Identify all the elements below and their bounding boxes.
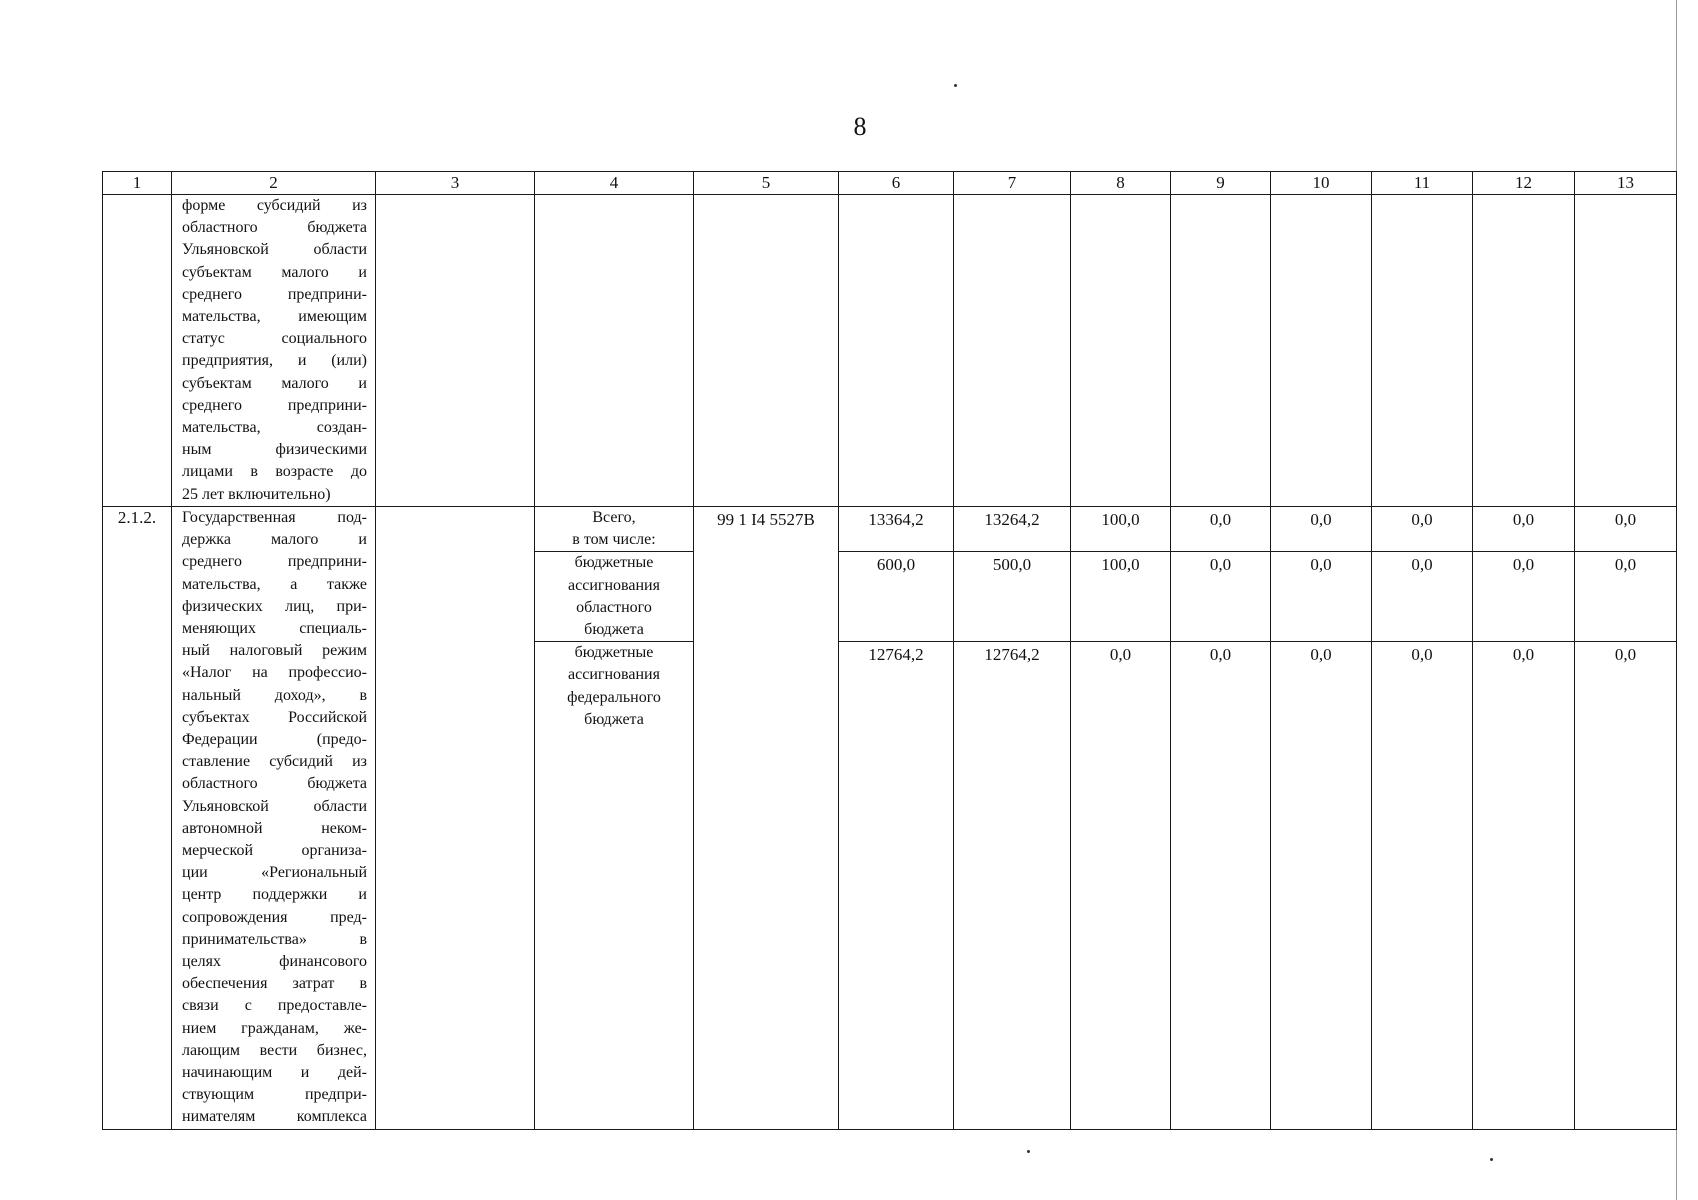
column-header: 9 bbox=[1171, 172, 1271, 195]
table-row bbox=[103, 507, 1677, 552]
value-cell: 0,0 bbox=[1071, 642, 1171, 1129]
value-cell: 0,0 bbox=[1372, 552, 1473, 642]
value-cell: 100,0 bbox=[1071, 552, 1171, 642]
empty-cell bbox=[694, 195, 839, 507]
index-cell bbox=[103, 195, 172, 507]
value-cell: 500,0 bbox=[954, 552, 1071, 642]
value-cell: 0,0 bbox=[1271, 552, 1372, 642]
value-cell: 0,0 bbox=[1473, 507, 1575, 552]
value-cell: 0,0 bbox=[1171, 642, 1271, 1129]
page-number: 8 bbox=[853, 112, 867, 141]
column-header: 8 bbox=[1071, 172, 1171, 195]
budget-table bbox=[102, 171, 1677, 1130]
column-number-row bbox=[103, 172, 1677, 195]
value-cell: 0,0 bbox=[1575, 642, 1677, 1129]
value-cell: 0,0 bbox=[1473, 642, 1575, 1129]
value-cell: 0,0 bbox=[1372, 642, 1473, 1129]
column-header: 2 bbox=[172, 172, 376, 195]
column-header: 13 bbox=[1575, 172, 1677, 195]
value-cell: 0,0 bbox=[1171, 507, 1271, 552]
budget-code-cell: 99 1 I4 5527B bbox=[694, 507, 839, 1130]
responsible-cell bbox=[376, 507, 535, 1130]
value-cell: 12764,2 bbox=[954, 642, 1071, 1129]
column-header: 11 bbox=[1372, 172, 1473, 195]
empty-cell bbox=[1171, 195, 1271, 507]
value-cell: 0,0 bbox=[1271, 642, 1372, 1129]
scan-speck bbox=[1490, 1158, 1493, 1161]
funding-source-cell: бюджетные ассигнования федерального бюджета bbox=[535, 642, 694, 1129]
empty-cell bbox=[1271, 195, 1372, 507]
column-header: 4 bbox=[535, 172, 694, 195]
value-cell: 0,0 bbox=[1171, 552, 1271, 642]
column-header: 12 bbox=[1473, 172, 1575, 195]
empty-cell bbox=[535, 195, 694, 507]
funding-source-cell: Всего, в том числе: bbox=[535, 507, 694, 552]
column-header: 7 bbox=[954, 172, 1071, 195]
value-cell: 12764,2 bbox=[839, 642, 954, 1129]
value-cell: 0,0 bbox=[1271, 507, 1372, 552]
row-index: 2.1.2. bbox=[103, 507, 172, 1130]
empty-cell bbox=[1071, 195, 1171, 507]
scan-speck bbox=[954, 84, 957, 87]
value-cell: 600,0 bbox=[839, 552, 954, 642]
value-cell: 0,0 bbox=[1575, 552, 1677, 642]
empty-cell bbox=[954, 195, 1071, 507]
value-cell: 0,0 bbox=[1473, 552, 1575, 642]
value-cell: 100,0 bbox=[1071, 507, 1171, 552]
column-header: 6 bbox=[839, 172, 954, 195]
empty-cell bbox=[839, 195, 954, 507]
column-header: 1 bbox=[103, 172, 172, 195]
table-row-continued bbox=[103, 195, 1677, 507]
empty-cell bbox=[1473, 195, 1575, 507]
column-header: 10 bbox=[1271, 172, 1372, 195]
value-cell: 0,0 bbox=[1372, 507, 1473, 552]
column-header: 3 bbox=[376, 172, 535, 195]
description-cell: Государственная под- держка малого и среднего предприни- мательства, а также физических лиц, при- меняющих специаль- ный налоговый режим «Налог на профессио- нальный доход», в субъектах Российской Федерации (предо- ставление субсидий из областного бюджета Ульяновской области автономной неком- мерческой организа- ции «Региональный центр поддержки и сопровождения пред- принимательства» в целях финансового обеспечения затрат в связи с предоставле- нием гражданам, же- лающим вести бизнес, начинающим и дей- ствующим предпри- нимателям комплекса bbox=[172, 507, 376, 1130]
empty-cell bbox=[376, 195, 535, 507]
value-cell: 13364,2 bbox=[839, 507, 954, 552]
funding-source-cell: бюджетные ассигнования областного бюджета bbox=[535, 552, 694, 642]
description-cell: форме субсидий из областного бюджета Ульяновской области субъектам малого и среднего предприни- мательства, имеющим статус социального предприятия, и (или) субъектам малого и среднего предприни- мательства, создан- ным физическими лицами в возрасте до 25 лет включительно) bbox=[172, 195, 376, 507]
value-cell: 13264,2 bbox=[954, 507, 1071, 552]
column-header: 5 bbox=[694, 172, 839, 195]
empty-cell bbox=[1372, 195, 1473, 507]
scan-speck bbox=[1027, 1150, 1030, 1153]
value-cell: 0,0 bbox=[1575, 507, 1677, 552]
empty-cell bbox=[1575, 195, 1677, 507]
